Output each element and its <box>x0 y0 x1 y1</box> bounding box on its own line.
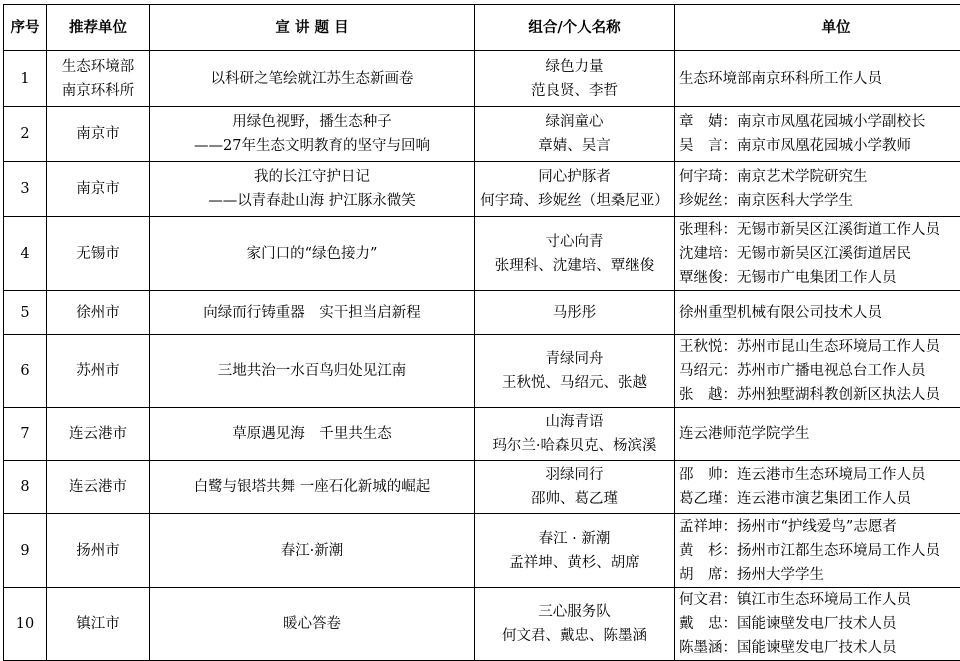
cell-unit-line: 何文君：镇江市生态环境局工作人员 <box>679 588 960 612</box>
cell-group-line: 三心服务队 <box>479 600 670 624</box>
cell-unit <box>675 588 960 661</box>
cell-group-line: 范良贤、李哲 <box>479 79 670 103</box>
cell-unit <box>675 107 960 162</box>
cell-no: 5 <box>4 291 47 335</box>
cell-group <box>475 461 675 514</box>
cell-group-line: 何文君、戴忠、陈墨涵 <box>479 624 670 648</box>
cell-group-line: 章婧、吴言 <box>479 134 670 158</box>
cell-unit-line: 张理科：无锡市新吴区江溪街道工作人员 <box>679 218 960 242</box>
cell-unit-line: 邵 帅：连云港市生态环境局工作人员 <box>679 463 960 487</box>
cell-unit-line: 马绍元：苏州市广播电视总台工作人员 <box>679 359 960 383</box>
cell-unit <box>675 217 960 291</box>
cell-group-line: 张理科、沈建培、覃继俊 <box>479 254 670 278</box>
cell-recommender-line: 南京环科所 <box>51 79 145 103</box>
cell-group-line: 同心护豚者 <box>479 165 670 189</box>
cell-no: 4 <box>4 217 47 291</box>
cell-group-line: 绿润童心 <box>479 110 670 134</box>
cell-unit-line: 戴 忠：国能谏壁发电厂技术人员 <box>679 612 960 636</box>
cell-unit-line: 王秋悦：苏州市昆山生态环境局工作人员 <box>679 335 960 359</box>
cell-unit-line: 吴 言：南京市凤凰花园城小学教师 <box>679 134 960 158</box>
cell-topic <box>150 588 475 661</box>
header-unit: 单位 <box>675 5 960 51</box>
cell-topic-line: 用绿色视野，播生态种子 <box>154 110 470 134</box>
cell-no: 2 <box>4 107 47 162</box>
cell-unit <box>675 162 960 217</box>
cell-recommender <box>47 335 150 408</box>
cell-topic-line: 家门口的“绿色接力” <box>154 242 470 266</box>
cell-recommender-line: 扬州市 <box>51 539 145 563</box>
cell-no: 8 <box>4 461 47 514</box>
table-row <box>4 291 960 335</box>
cell-recommender-line: 连云港市 <box>51 422 145 446</box>
table-row <box>4 335 960 408</box>
table-row <box>4 51 960 107</box>
cell-group <box>475 217 675 291</box>
cell-unit-line: 陈墨涵：国能谏壁发电厂技术人员 <box>679 636 960 660</box>
cell-no: 10 <box>4 588 47 661</box>
cell-recommender <box>47 162 150 217</box>
cell-topic <box>150 291 475 335</box>
cell-recommender-line: 南京市 <box>51 177 145 201</box>
cell-topic-line: 白鹭与银塔共舞 一座石化新城的崛起 <box>154 475 470 499</box>
cell-topic <box>150 51 475 107</box>
cell-unit-line: 黄 杉：扬州市江都生态环境局工作人员 <box>679 539 960 563</box>
cell-topic <box>150 162 475 217</box>
cell-topic <box>150 408 475 461</box>
table-header-row <box>4 5 960 51</box>
cell-topic <box>150 217 475 291</box>
table-row <box>4 107 960 162</box>
cell-group <box>475 291 675 335</box>
cell-recommender <box>47 51 150 107</box>
cell-unit <box>675 291 960 335</box>
cell-recommender <box>47 588 150 661</box>
cell-group <box>475 514 675 588</box>
recommendation-table <box>3 4 960 661</box>
cell-recommender <box>47 514 150 588</box>
cell-unit-line: 孟祥坤：扬州市“护线爱鸟”志愿者 <box>679 515 960 539</box>
cell-unit <box>675 461 960 514</box>
cell-no: 1 <box>4 51 47 107</box>
cell-recommender-line: 无锡市 <box>51 242 145 266</box>
cell-recommender <box>47 461 150 514</box>
cell-unit-line: 章 婧：南京市凤凰花园城小学副校长 <box>679 110 960 134</box>
cell-recommender <box>47 217 150 291</box>
cell-group-line: 春江 · 新潮 <box>479 527 670 551</box>
header-no: 序号 <box>4 5 47 51</box>
cell-topic-line: ——27年生态文明教育的坚守与回响 <box>154 134 470 158</box>
cell-group <box>475 588 675 661</box>
cell-unit-line: 张 越：苏州独墅湖科教创新区执法人员 <box>679 383 960 407</box>
cell-group <box>475 162 675 217</box>
cell-topic <box>150 461 475 514</box>
cell-unit-line: 珍妮丝：南京医科大学学生 <box>679 189 960 213</box>
cell-unit-line: 徐州重型机械有限公司技术人员 <box>679 301 960 325</box>
cell-topic-line: 以科研之笔绘就江苏生态新画卷 <box>154 67 470 91</box>
cell-unit-line: 何宇琦：南京艺术学院研究生 <box>679 165 960 189</box>
cell-topic-line: 春江·新潮 <box>154 539 470 563</box>
cell-group <box>475 335 675 408</box>
header-recommender: 推荐单位 <box>47 5 150 51</box>
table-row <box>4 408 960 461</box>
cell-unit-line: 胡 席：扬州大学学生 <box>679 563 960 587</box>
cell-group-line: 何宇琦、珍妮丝（坦桑尼亚） <box>479 189 670 213</box>
cell-group-line: 玛尔兰·哈森贝克、杨滨溪 <box>479 434 670 458</box>
header-topic: 宣 讲 题 目 <box>150 5 475 51</box>
cell-no: 6 <box>4 335 47 408</box>
table-body <box>4 51 960 661</box>
cell-topic-line: 三地共治一水百鸟归处见江南 <box>154 359 470 383</box>
cell-topic-line: 我的长江守护日记 <box>154 165 470 189</box>
cell-topic <box>150 514 475 588</box>
cell-unit <box>675 408 960 461</box>
table-row <box>4 162 960 217</box>
table-row <box>4 461 960 514</box>
cell-topic-line: 暖心答卷 <box>154 612 470 636</box>
cell-unit-line: 葛乙瑾：连云港市演艺集团工作人员 <box>679 487 960 511</box>
cell-unit-line: 生态环境部南京环科所工作人员 <box>679 67 960 91</box>
table-row <box>4 514 960 588</box>
header-group: 组合/个人名称 <box>475 5 675 51</box>
cell-unit <box>675 514 960 588</box>
cell-group-line: 孟祥坤、黄杉、胡席 <box>479 551 670 575</box>
cell-unit <box>675 335 960 408</box>
cell-group <box>475 107 675 162</box>
cell-group-line: 王秋悦、马绍元、张越 <box>479 371 670 395</box>
cell-recommender-line: 生态环境部 <box>51 55 145 79</box>
cell-group-line: 山海青语 <box>479 410 670 434</box>
cell-unit-line: 覃继俊：无锡市广电集团工作人员 <box>679 266 960 290</box>
cell-recommender <box>47 291 150 335</box>
cell-topic <box>150 107 475 162</box>
cell-group-line: 绿色力量 <box>479 55 670 79</box>
cell-no: 7 <box>4 408 47 461</box>
cell-unit-line: 沈建培：无锡市新吴区江溪街道居民 <box>679 242 960 266</box>
cell-topic <box>150 335 475 408</box>
cell-group-line: 青绿同舟 <box>479 347 670 371</box>
cell-unit-line: 连云港师范学院学生 <box>679 422 960 446</box>
cell-topic-line: 向绿而行铸重器 实干担当启新程 <box>154 301 470 325</box>
cell-recommender-line: 南京市 <box>51 122 145 146</box>
cell-no: 3 <box>4 162 47 217</box>
cell-group-line: 羽绿同行 <box>479 463 670 487</box>
table-row <box>4 217 960 291</box>
cell-group <box>475 408 675 461</box>
cell-topic-line: 草原遇见海 千里共生态 <box>154 422 470 446</box>
cell-recommender-line: 苏州市 <box>51 359 145 383</box>
cell-recommender-line: 徐州市 <box>51 301 145 325</box>
cell-group <box>475 51 675 107</box>
cell-no: 9 <box>4 514 47 588</box>
cell-recommender <box>47 408 150 461</box>
cell-unit <box>675 51 960 107</box>
cell-recommender <box>47 107 150 162</box>
cell-topic-line: ——以青春赴山海 护江豚永微笑 <box>154 189 470 213</box>
cell-group-line: 寸心向青 <box>479 230 670 254</box>
cell-recommender-line: 镇江市 <box>51 612 145 636</box>
table-row <box>4 588 960 661</box>
cell-group-line: 马彤彤 <box>479 301 670 325</box>
cell-group-line: 邵帅、葛乙瑾 <box>479 487 670 511</box>
cell-recommender-line: 连云港市 <box>51 475 145 499</box>
